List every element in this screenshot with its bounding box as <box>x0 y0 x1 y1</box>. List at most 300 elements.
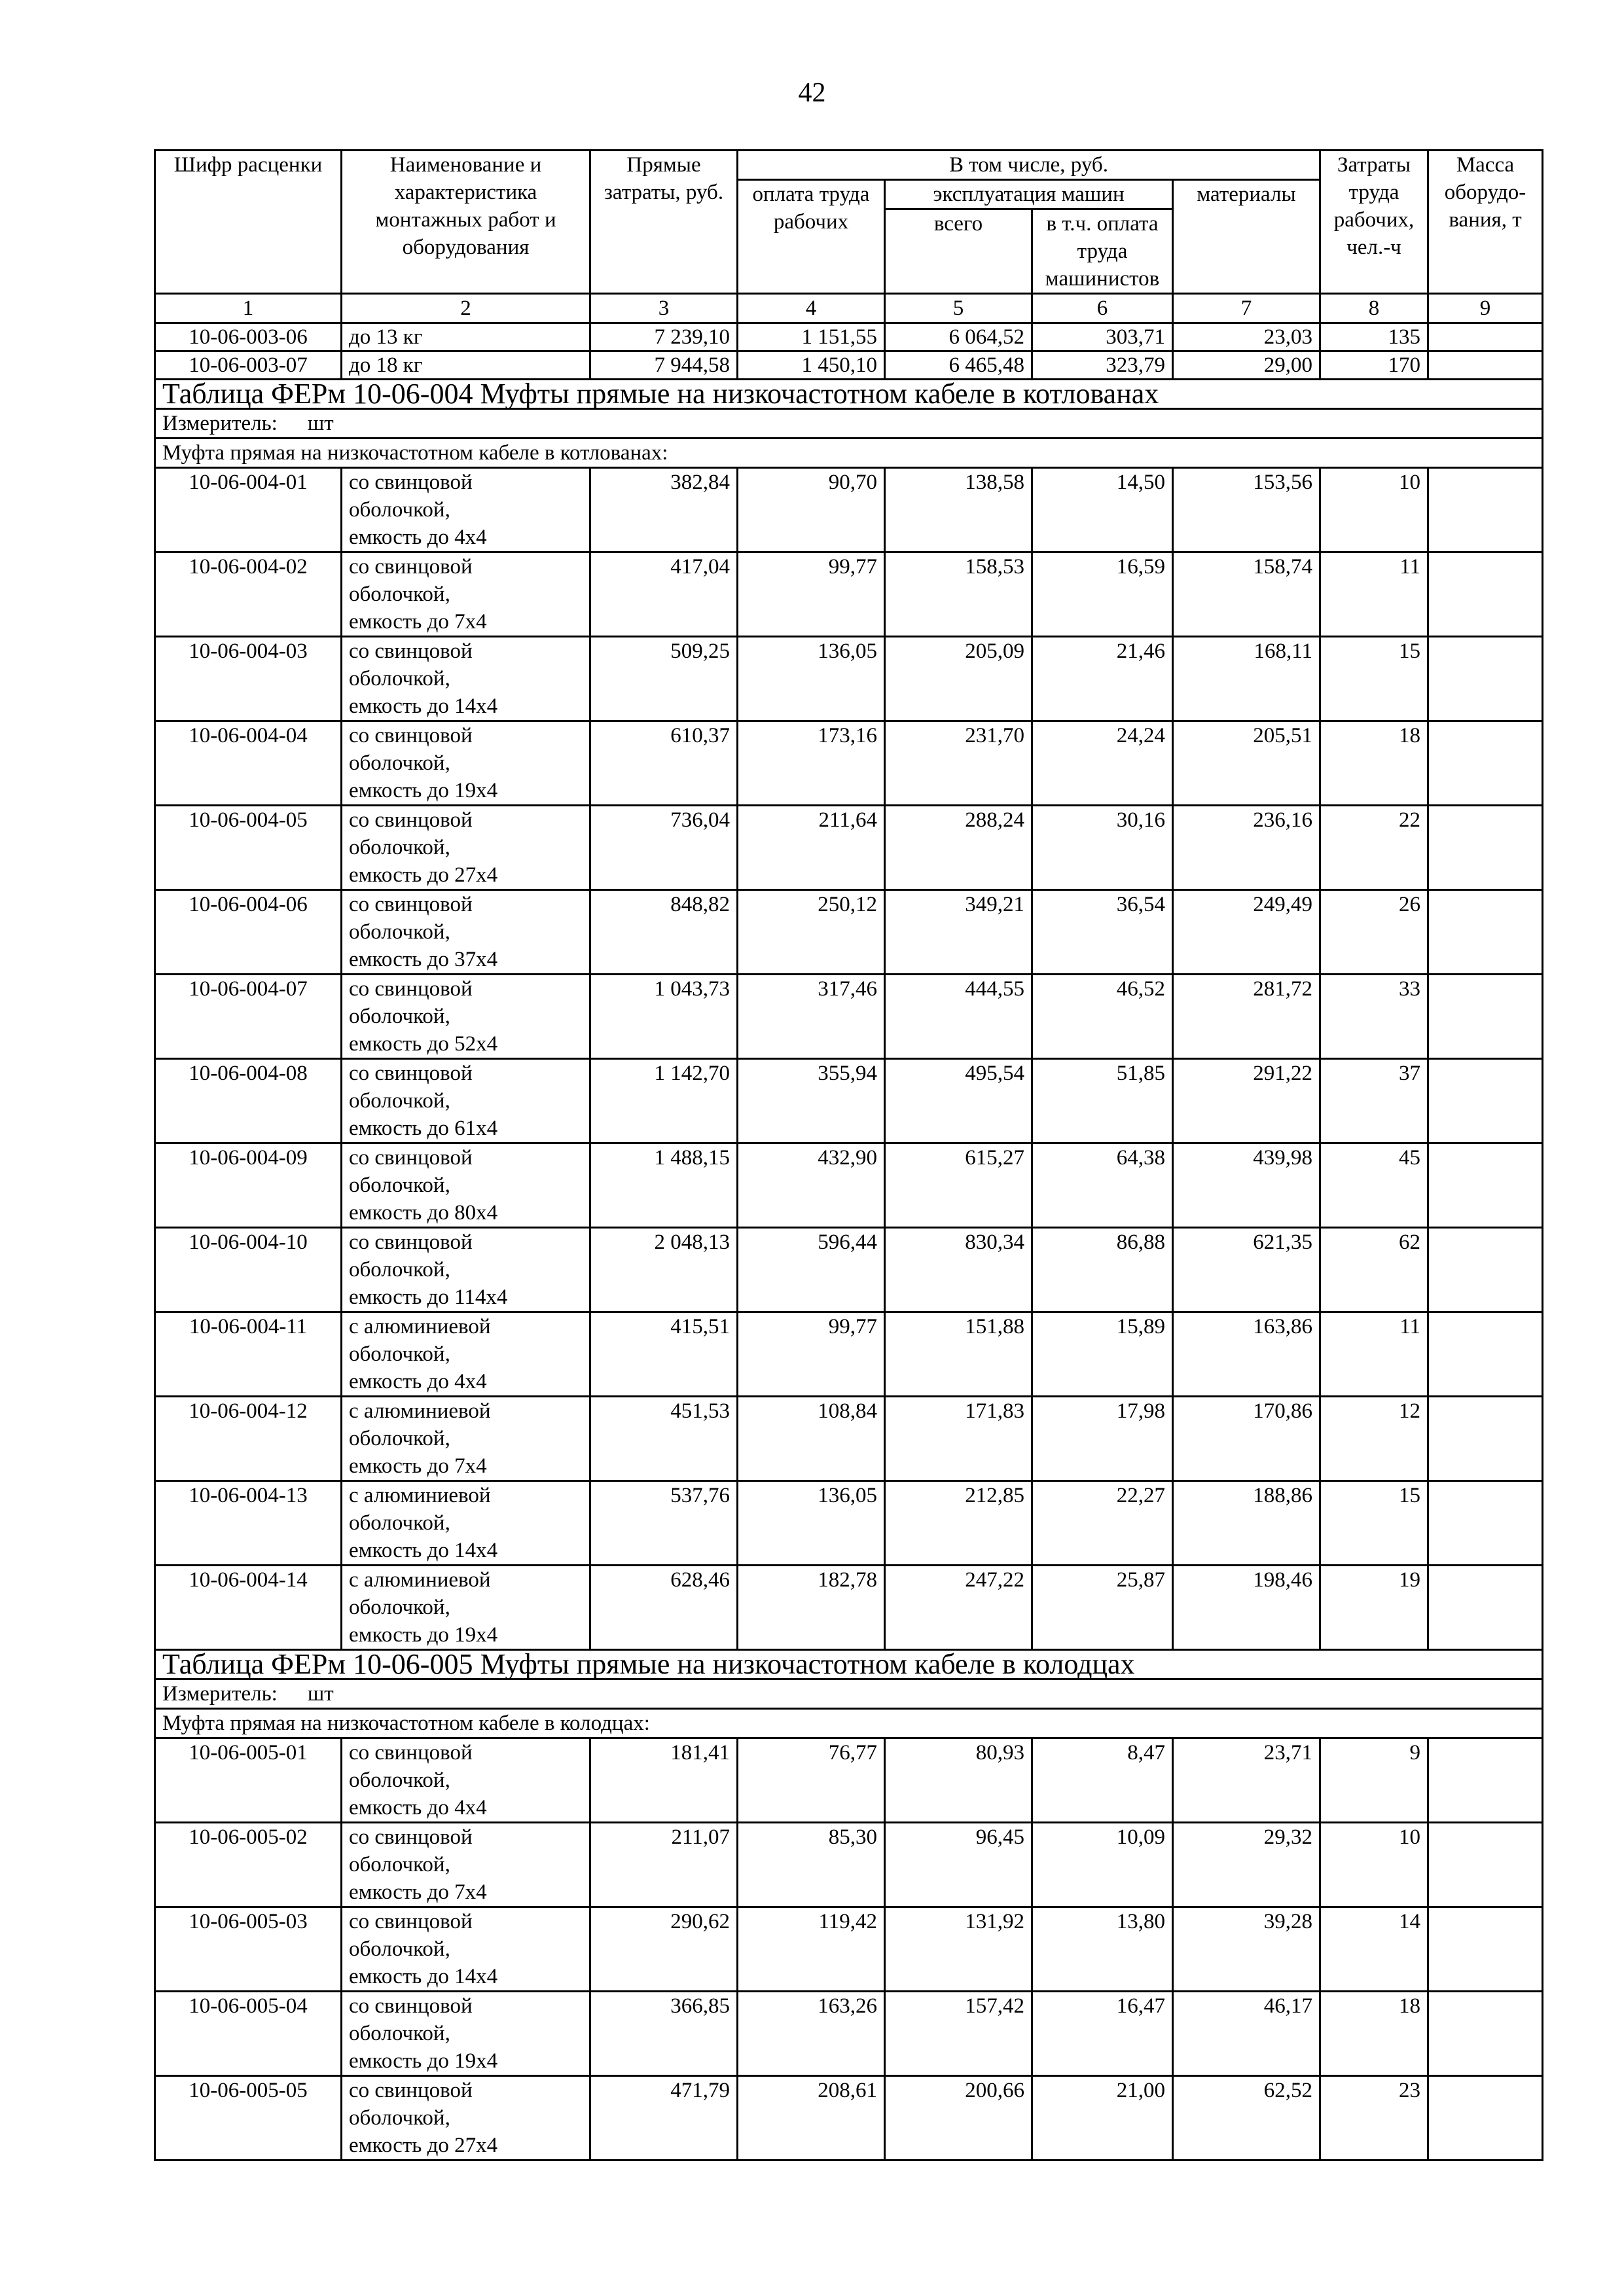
materials: 170,86 <box>1173 1397 1320 1481</box>
rate-code: 10-06-004-08 <box>155 1059 342 1143</box>
work-name-line: со свинцовой <box>349 1062 473 1085</box>
work-name-line: оболочкой, <box>349 1768 450 1792</box>
labor-pay: 85,30 <box>738 1823 885 1907</box>
materials: 281,72 <box>1173 975 1320 1059</box>
machines-total: 231,70 <box>885 721 1032 806</box>
rate-code: 10-06-004-05 <box>155 806 342 890</box>
work-name-line: оболочкой, <box>349 1937 450 1961</box>
subheading-row <box>155 439 1543 468</box>
labor-pay: 182,78 <box>738 1566 885 1650</box>
equipment-mass <box>1428 1738 1543 1823</box>
rate-code: 10-06-004-14 <box>155 1566 342 1650</box>
work-name-line: со свинцовой <box>349 1741 473 1765</box>
machines-labor-pay: 24,24 <box>1032 721 1173 806</box>
work-name-line: емкость до 14х4 <box>349 1965 498 1988</box>
machines-labor-pay: 16,47 <box>1032 1992 1173 2076</box>
labor-pay: 317,46 <box>738 975 885 1059</box>
labor-hours: 9 <box>1320 1738 1428 1823</box>
machines-labor-pay: 64,38 <box>1032 1143 1173 1228</box>
materials: 205,51 <box>1173 721 1320 806</box>
unit-line <box>155 409 1543 439</box>
machines-labor-pay: 303,71 <box>1032 323 1173 351</box>
equipment-mass <box>1428 1312 1543 1397</box>
work-name <box>342 1481 590 1566</box>
equipment-mass <box>1428 1566 1543 1650</box>
materials: 188,86 <box>1173 1481 1320 1566</box>
work-name-line: емкость до 19х4 <box>349 2049 498 2073</box>
table-row <box>155 637 1543 721</box>
machines-labor-pay: 22,27 <box>1032 1481 1173 1566</box>
work-name-line: оболочкой, <box>349 1511 450 1535</box>
labor-pay: 99,77 <box>738 1312 885 1397</box>
labor-hours: 15 <box>1320 637 1428 721</box>
header-machines: эксплуатация машин <box>885 180 1173 209</box>
header-materials: материалы <box>1173 180 1320 294</box>
labor-hours: 12 <box>1320 1397 1428 1481</box>
work-name-line: емкость до 4х4 <box>349 526 487 549</box>
work-name-line: со свинцовой <box>349 639 473 663</box>
equipment-mass <box>1428 323 1543 351</box>
machines-total: 444,55 <box>885 975 1032 1059</box>
machines-labor-pay: 30,16 <box>1032 806 1173 890</box>
table-row <box>155 1059 1543 1143</box>
rate-code: 10-06-005-02 <box>155 1823 342 1907</box>
rate-code: 10-06-005-05 <box>155 2076 342 2161</box>
equipment-mass <box>1428 1143 1543 1228</box>
materials: 23,71 <box>1173 1738 1320 1823</box>
table-row <box>155 1738 1543 1823</box>
machines-total: 171,83 <box>885 1397 1032 1481</box>
table-row <box>155 323 1543 351</box>
unit-line <box>155 1679 1543 1709</box>
work-name-line: с алюминиевой <box>349 1399 491 1423</box>
direct-costs: 1 142,70 <box>590 1059 738 1143</box>
header-including: В том числе, руб. <box>738 151 1320 180</box>
labor-hours: 62 <box>1320 1228 1428 1312</box>
rate-code: 10-06-005-01 <box>155 1738 342 1823</box>
header-labor-cost: Затраты труда рабочих, чел.-ч <box>1320 151 1428 294</box>
labor-pay: 90,70 <box>738 468 885 552</box>
rate-code: 10-06-004-13 <box>155 1481 342 1566</box>
labor-hours: 19 <box>1320 1566 1428 1650</box>
labor-hours: 11 <box>1320 552 1428 637</box>
materials: 236,16 <box>1173 806 1320 890</box>
materials: 249,49 <box>1173 890 1320 975</box>
machines-total: 212,85 <box>885 1481 1032 1566</box>
work-name-line: со свинцовой <box>349 1230 473 1254</box>
labor-pay: 355,94 <box>738 1059 885 1143</box>
work-name-line: емкость до 7х4 <box>349 1454 487 1478</box>
labor-pay: 119,42 <box>738 1907 885 1992</box>
direct-costs: 509,25 <box>590 637 738 721</box>
table-row <box>155 890 1543 975</box>
machines-labor-pay: 17,98 <box>1032 1397 1173 1481</box>
work-name <box>342 1738 590 1823</box>
direct-costs: 2 048,13 <box>590 1228 738 1312</box>
column-number: 1 <box>155 294 342 323</box>
work-name-line: с алюминиевой <box>349 1484 491 1507</box>
machines-labor-pay: 15,89 <box>1032 1312 1173 1397</box>
table-row <box>155 1992 1543 2076</box>
work-name-line: со свинцовой <box>349 1910 473 1933</box>
price-table <box>154 149 1543 2161</box>
work-name-line: емкость до 80х4 <box>349 1201 498 1225</box>
header-machines-total: всего <box>885 209 1032 294</box>
labor-hours: 26 <box>1320 890 1428 975</box>
materials: 621,35 <box>1173 1228 1320 1312</box>
work-name-line: оболочкой, <box>349 583 450 606</box>
machines-total: 131,92 <box>885 1907 1032 1992</box>
labor-pay: 250,12 <box>738 890 885 975</box>
direct-costs: 610,37 <box>590 721 738 806</box>
section-title-row <box>155 380 1543 409</box>
rate-code: 10-06-004-06 <box>155 890 342 975</box>
machines-labor-pay: 21,46 <box>1032 637 1173 721</box>
header-labor-pay: оплата труда рабочих <box>738 180 885 294</box>
machines-labor-pay: 13,80 <box>1032 1907 1173 1992</box>
table-row <box>155 468 1543 552</box>
labor-hours: 33 <box>1320 975 1428 1059</box>
materials: 29,32 <box>1173 1823 1320 1907</box>
work-name-line: оболочкой, <box>349 1258 450 1282</box>
equipment-mass <box>1428 1823 1543 1907</box>
work-name-line: емкость до 27х4 <box>349 2134 498 2157</box>
column-number: 2 <box>342 294 590 323</box>
machines-total: 6 064,52 <box>885 323 1032 351</box>
work-name-line: емкость до 27х4 <box>349 863 498 887</box>
work-name <box>342 975 590 1059</box>
direct-costs: 7 944,58 <box>590 351 738 380</box>
labor-pay: 1 151,55 <box>738 323 885 351</box>
machines-total: 830,34 <box>885 1228 1032 1312</box>
work-name-line: емкость до 7х4 <box>349 1880 487 1904</box>
work-name-line: емкость до 37х4 <box>349 948 498 971</box>
work-name-line: емкость до 61х4 <box>349 1117 498 1140</box>
machines-labor-pay: 14,50 <box>1032 468 1173 552</box>
machines-labor-pay: 10,09 <box>1032 1823 1173 1907</box>
equipment-mass <box>1428 1907 1543 1992</box>
unit-label: Измеритель: <box>162 1682 278 1706</box>
table-row <box>155 1397 1543 1481</box>
direct-costs: 7 239,10 <box>590 323 738 351</box>
table-row <box>155 975 1543 1059</box>
machines-labor-pay: 323,79 <box>1032 351 1173 380</box>
work-name <box>342 1823 590 1907</box>
work-name-line: оболочкой, <box>349 667 450 691</box>
equipment-mass <box>1428 1397 1543 1481</box>
work-name-line: со свинцовой <box>349 1994 473 2018</box>
column-number: 7 <box>1173 294 1320 323</box>
work-name-line: со свинцовой <box>349 1146 473 1170</box>
rate-code: 10-06-005-04 <box>155 1992 342 2076</box>
labor-pay: 173,16 <box>738 721 885 806</box>
direct-costs: 417,04 <box>590 552 738 637</box>
machines-labor-pay: 8,47 <box>1032 1738 1173 1823</box>
equipment-mass <box>1428 975 1543 1059</box>
direct-costs: 290,62 <box>590 1907 738 1992</box>
labor-pay: 596,44 <box>738 1228 885 1312</box>
work-name-line: оболочкой, <box>349 1174 450 1197</box>
direct-costs: 181,41 <box>590 1738 738 1823</box>
equipment-mass <box>1428 1228 1543 1312</box>
direct-costs: 382,84 <box>590 468 738 552</box>
labor-hours: 14 <box>1320 1907 1428 1992</box>
rate-code: 10-06-004-07 <box>155 975 342 1059</box>
labor-pay: 99,77 <box>738 552 885 637</box>
rate-code: 10-06-004-10 <box>155 1228 342 1312</box>
machines-labor-pay: 86,88 <box>1032 1228 1173 1312</box>
labor-pay: 76,77 <box>738 1738 885 1823</box>
direct-costs: 537,76 <box>590 1481 738 1566</box>
equipment-mass <box>1428 806 1543 890</box>
machines-labor-pay: 51,85 <box>1032 1059 1173 1143</box>
direct-costs: 1 043,73 <box>590 975 738 1059</box>
equipment-mass <box>1428 2076 1543 2161</box>
section-title: Таблица ФЕРм 10-06-005 Муфты прямые на низкочастотном кабеле в колодцах <box>155 1650 1543 1679</box>
work-name-line: со свинцовой <box>349 471 473 494</box>
machines-labor-pay: 36,54 <box>1032 890 1173 975</box>
work-name <box>342 721 590 806</box>
page-number: 42 <box>798 78 826 108</box>
rate-code: 10-06-004-09 <box>155 1143 342 1228</box>
work-name-line: оболочкой, <box>349 1427 450 1450</box>
work-name <box>342 552 590 637</box>
work-name <box>342 2076 590 2161</box>
machines-total: 205,09 <box>885 637 1032 721</box>
work-name-line: с алюминиевой <box>349 1568 491 1592</box>
direct-costs: 471,79 <box>590 2076 738 2161</box>
direct-costs: 211,07 <box>590 1823 738 1907</box>
labor-hours: 10 <box>1320 468 1428 552</box>
work-name-line: с алюминиевой <box>349 1315 491 1338</box>
labor-hours: 22 <box>1320 806 1428 890</box>
column-number: 3 <box>590 294 738 323</box>
labor-hours: 37 <box>1320 1059 1428 1143</box>
labor-pay: 432,90 <box>738 1143 885 1228</box>
labor-hours: 15 <box>1320 1481 1428 1566</box>
labor-pay: 208,61 <box>738 2076 885 2161</box>
work-name-line: оболочкой, <box>349 1342 450 1366</box>
labor-hours: 23 <box>1320 2076 1428 2161</box>
work-name-line: емкость до 4х4 <box>349 1370 487 1393</box>
table-row <box>155 806 1543 890</box>
labor-hours: 170 <box>1320 351 1428 380</box>
work-name-line: оболочкой, <box>349 498 450 522</box>
work-name <box>342 1566 590 1650</box>
work-name-line: оболочкой, <box>349 1853 450 1876</box>
column-numbers-row <box>155 294 1543 323</box>
rate-code: 10-06-005-03 <box>155 1907 342 1992</box>
direct-costs: 451,53 <box>590 1397 738 1481</box>
work-name-line: оболочкой, <box>349 1596 450 1619</box>
direct-costs: 848,82 <box>590 890 738 975</box>
machines-total: 158,53 <box>885 552 1032 637</box>
header-equipment-mass: Масса оборудо-вания, т <box>1428 151 1543 294</box>
table-row <box>155 1907 1543 1992</box>
table-row <box>155 2076 1543 2161</box>
materials: 158,74 <box>1173 552 1320 637</box>
column-number: 9 <box>1428 294 1543 323</box>
equipment-mass <box>1428 637 1543 721</box>
labor-hours: 10 <box>1320 1823 1428 1907</box>
table-row <box>155 721 1543 806</box>
machines-total: 495,54 <box>885 1059 1032 1143</box>
equipment-mass <box>1428 1992 1543 2076</box>
equipment-mass <box>1428 1059 1543 1143</box>
work-name-line: со свинцовой <box>349 724 473 747</box>
labor-hours: 18 <box>1320 1992 1428 2076</box>
work-name: до 13 кг <box>342 323 590 351</box>
section-subheading: Муфта прямая на низкочастотном кабеле в колодцах: <box>155 1709 1543 1738</box>
work-name-line: оболочкой, <box>349 2106 450 2130</box>
work-name <box>342 1992 590 2076</box>
machines-total: 157,42 <box>885 1992 1032 2076</box>
section-title: Таблица ФЕРм 10-06-004 Муфты прямые на низкочастотном кабеле в котлованах <box>155 380 1543 409</box>
equipment-mass <box>1428 468 1543 552</box>
machines-total: 138,58 <box>885 468 1032 552</box>
labor-hours: 45 <box>1320 1143 1428 1228</box>
work-name-line: со свинцовой <box>349 808 473 832</box>
labor-pay: 136,05 <box>738 637 885 721</box>
column-number: 8 <box>1320 294 1428 323</box>
machines-total: 288,24 <box>885 806 1032 890</box>
equipment-mass <box>1428 552 1543 637</box>
section-title-row <box>155 1650 1543 1679</box>
table-row <box>155 552 1543 637</box>
unit-value: шт <box>307 1682 334 1706</box>
direct-costs: 415,51 <box>590 1312 738 1397</box>
work-name: до 18 кг <box>342 351 590 380</box>
unit-row <box>155 1679 1543 1709</box>
machines-total: 6 465,48 <box>885 351 1032 380</box>
unit-value: шт <box>307 412 334 435</box>
subheading-row <box>155 1709 1543 1738</box>
work-name-line: оболочкой, <box>349 836 450 859</box>
work-name-line: оболочкой, <box>349 2022 450 2045</box>
work-name <box>342 637 590 721</box>
header-code: Шифр расценки <box>155 151 342 294</box>
work-name-line: со свинцовой <box>349 2079 473 2102</box>
table-row <box>155 1566 1543 1650</box>
materials: 39,28 <box>1173 1907 1320 1992</box>
machines-total: 96,45 <box>885 1823 1032 1907</box>
work-name <box>342 1228 590 1312</box>
work-name-line: оболочкой, <box>349 1005 450 1028</box>
labor-hours: 11 <box>1320 1312 1428 1397</box>
work-name-line: емкость до 114х4 <box>349 1285 508 1309</box>
materials: 198,46 <box>1173 1566 1320 1650</box>
materials: 439,98 <box>1173 1143 1320 1228</box>
materials: 23,03 <box>1173 323 1320 351</box>
direct-costs: 366,85 <box>590 1992 738 2076</box>
rate-code: 10-06-004-04 <box>155 721 342 806</box>
direct-costs: 736,04 <box>590 806 738 890</box>
machines-labor-pay: 25,87 <box>1032 1566 1173 1650</box>
equipment-mass <box>1428 1481 1543 1566</box>
machines-labor-pay: 16,59 <box>1032 552 1173 637</box>
rate-code: 10-06-004-12 <box>155 1397 342 1481</box>
labor-hours: 135 <box>1320 323 1428 351</box>
rate-code: 10-06-003-06 <box>155 323 342 351</box>
rate-code: 10-06-004-11 <box>155 1312 342 1397</box>
machines-total: 349,21 <box>885 890 1032 975</box>
column-number: 6 <box>1032 294 1173 323</box>
work-name <box>342 1312 590 1397</box>
table-row <box>155 1312 1543 1397</box>
column-number: 4 <box>738 294 885 323</box>
work-name-line: емкость до 52х4 <box>349 1032 498 1056</box>
work-name-line: со свинцовой <box>349 977 473 1001</box>
header-name: Наименование и характеристика монтажных работ и оборудования <box>342 151 590 294</box>
materials: 168,11 <box>1173 637 1320 721</box>
work-name <box>342 806 590 890</box>
rate-code: 10-06-003-07 <box>155 351 342 380</box>
work-name-line: емкость до 14х4 <box>349 694 498 718</box>
work-name-line: емкость до 19х4 <box>349 1623 498 1647</box>
work-name-line: со свинцовой <box>349 1825 473 1849</box>
work-name-line: емкость до 7х4 <box>349 610 487 634</box>
labor-pay: 211,64 <box>738 806 885 890</box>
direct-costs: 628,46 <box>590 1566 738 1650</box>
machines-total: 200,66 <box>885 2076 1032 2161</box>
section-subheading: Муфта прямая на низкочастотном кабеле в котлованах: <box>155 439 1543 468</box>
work-name <box>342 1397 590 1481</box>
work-name <box>342 1059 590 1143</box>
equipment-mass <box>1428 351 1543 380</box>
rate-code: 10-06-004-01 <box>155 468 342 552</box>
work-name-line: оболочкой, <box>349 1089 450 1113</box>
rate-code: 10-06-004-02 <box>155 552 342 637</box>
materials: 46,17 <box>1173 1992 1320 2076</box>
labor-pay: 1 450,10 <box>738 351 885 380</box>
work-name-line: оболочкой, <box>349 751 450 775</box>
work-name-line: оболочкой, <box>349 920 450 944</box>
work-name-line: емкость до 4х4 <box>349 1796 487 1820</box>
machines-total: 615,27 <box>885 1143 1032 1228</box>
header-direct-costs: Прямые затраты, руб. <box>590 151 738 294</box>
work-name <box>342 1143 590 1228</box>
table-row <box>155 351 1543 380</box>
table-row <box>155 1143 1543 1228</box>
machines-total: 247,22 <box>885 1566 1032 1650</box>
work-name <box>342 1907 590 1992</box>
header-machines-labor: в т.ч. оплата труда машинистов <box>1032 209 1173 294</box>
materials: 163,86 <box>1173 1312 1320 1397</box>
machines-total: 80,93 <box>885 1738 1032 1823</box>
work-name-line: емкость до 14х4 <box>349 1539 498 1562</box>
direct-costs: 1 488,15 <box>590 1143 738 1228</box>
work-name-line: со свинцовой <box>349 555 473 579</box>
labor-pay: 136,05 <box>738 1481 885 1566</box>
rate-code: 10-06-004-03 <box>155 637 342 721</box>
materials: 291,22 <box>1173 1059 1320 1143</box>
materials: 62,52 <box>1173 2076 1320 2161</box>
unit-row <box>155 409 1543 439</box>
machines-labor-pay: 21,00 <box>1032 2076 1173 2161</box>
materials: 29,00 <box>1173 351 1320 380</box>
labor-pay: 108,84 <box>738 1397 885 1481</box>
equipment-mass <box>1428 721 1543 806</box>
unit-label: Измеритель: <box>162 412 278 435</box>
equipment-mass <box>1428 890 1543 975</box>
machines-labor-pay: 46,52 <box>1032 975 1173 1059</box>
work-name <box>342 468 590 552</box>
table-row <box>155 1228 1543 1312</box>
labor-hours: 18 <box>1320 721 1428 806</box>
materials: 153,56 <box>1173 468 1320 552</box>
work-name-line: емкость до 19х4 <box>349 779 498 802</box>
table-row <box>155 1823 1543 1907</box>
